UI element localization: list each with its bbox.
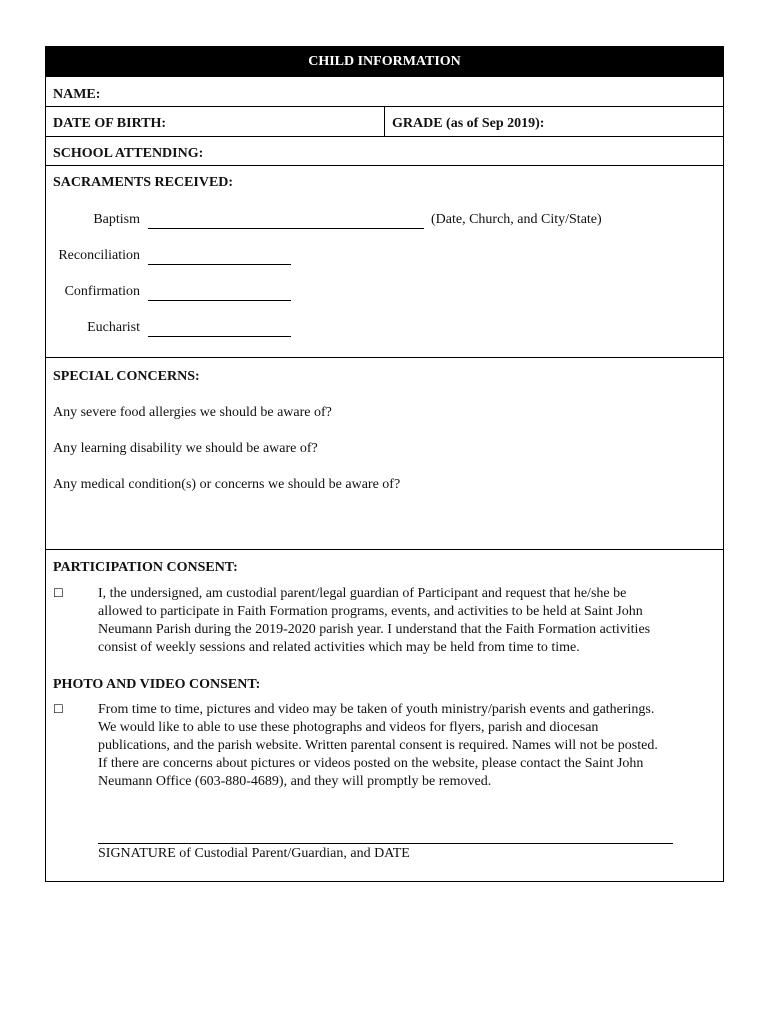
reconciliation-label: Reconciliation xyxy=(58,248,140,263)
participation-checkbox[interactable]: ☐ xyxy=(53,586,64,600)
divider xyxy=(46,165,723,166)
reconciliation-blank[interactable] xyxy=(148,264,291,265)
sacraments-title: SACRAMENTS RECEIVED: xyxy=(53,175,234,190)
photo-checkbox[interactable]: ☐ xyxy=(53,702,64,716)
confirmation-blank[interactable] xyxy=(148,300,291,301)
name-label: NAME: xyxy=(53,87,101,102)
participation-text xyxy=(98,585,718,657)
divider xyxy=(384,106,385,136)
signature-line[interactable] xyxy=(98,843,673,844)
text-line: From time to time, pictures and video may be taken of youth ministry/parish events and gatherings. xyxy=(98,702,655,717)
text-line: Neumann Parish during the 2019-2020 parish year. I understand that the Faith Formation activities xyxy=(98,622,651,637)
photo-text xyxy=(98,701,718,791)
baptism-label: Baptism xyxy=(93,212,140,227)
baptism-blank[interactable] xyxy=(148,228,424,229)
text-line: publications, and the parish website. Written parental consent is required. Names will not be posted. xyxy=(98,738,658,753)
eucharist-label: Eucharist xyxy=(87,320,140,335)
text-line: consist of weekly sessions and related activities which may be held from time to time. xyxy=(98,640,580,655)
text-line: Neumann Office (603-880-4689), and they will promptly be removed. xyxy=(98,774,492,789)
form-header: CHILD INFORMATION xyxy=(46,47,723,77)
photo-title: PHOTO AND VIDEO CONSENT: xyxy=(53,677,261,692)
confirmation-label: Confirmation xyxy=(64,284,140,299)
text-line: allowed to participate in Faith Formation programs, events, and activities to be held at Saint John xyxy=(98,604,643,619)
dob-label: DATE OF BIRTH: xyxy=(53,116,167,131)
participation-title: PARTICIPATION CONSENT: xyxy=(53,560,238,575)
school-label: SCHOOL ATTENDING: xyxy=(53,146,204,161)
text-line: I, the undersigned, am custodial parent/legal guardian of Participant and request that he/she be xyxy=(98,586,627,601)
eucharist-blank[interactable] xyxy=(148,336,291,337)
divider xyxy=(46,549,723,550)
child-information-form xyxy=(45,46,724,882)
grade-label: GRADE (as of Sep 2019): xyxy=(392,116,545,131)
concern-question: Any severe food allergies we should be aware of? xyxy=(53,405,332,420)
baptism-note: (Date, Church, and City/State) xyxy=(431,212,602,227)
divider xyxy=(46,357,723,358)
concerns-title: SPECIAL CONCERNS: xyxy=(53,369,200,384)
text-line: If there are concerns about pictures or videos posted on the website, please contact the Saint John xyxy=(98,756,644,771)
signature-label: SIGNATURE of Custodial Parent/Guardian, and DATE xyxy=(98,846,410,861)
concern-question: Any medical condition(s) or concerns we should be aware of? xyxy=(53,477,401,492)
divider xyxy=(46,136,723,137)
concern-question: Any learning disability we should be aware of? xyxy=(53,441,318,456)
text-line: We would like to able to use these photographs and videos for flyers, parish and diocesan xyxy=(98,720,599,735)
